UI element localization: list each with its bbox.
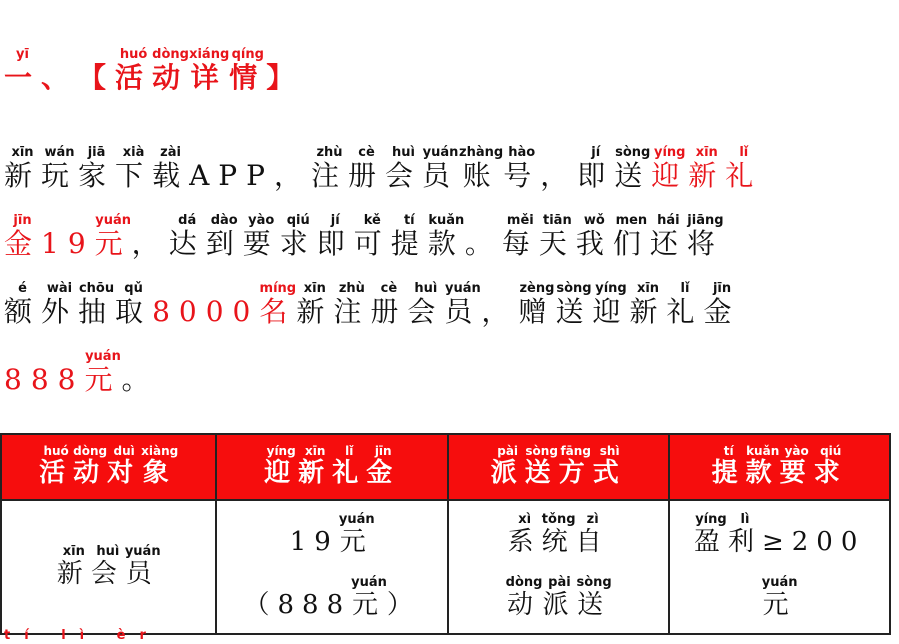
paragraph-line-1 [4, 146, 762, 190]
pinyin [540, 145, 577, 160]
cell-line [243, 576, 420, 621]
annotated-char: 送sòng [576, 575, 612, 620]
pinyin: yuán [422, 145, 460, 160]
pinyin: sòng [524, 443, 559, 458]
pinyin: yuán [338, 512, 375, 527]
pinyin: zhù [333, 281, 371, 296]
annotated-char: 礼lǐ [725, 145, 763, 192]
pinyin: yíng [693, 512, 728, 527]
pinyin: é [4, 281, 42, 296]
pinyin: yuán [351, 575, 387, 590]
pinyin [189, 145, 311, 160]
annotated-char: 每měi [501, 213, 539, 260]
pinyin: dòng [505, 575, 543, 590]
annotated-char: 赠zèng [518, 281, 556, 328]
annotated-char: 新xīn [688, 145, 726, 192]
pinyin: cè [348, 145, 385, 160]
pinyin: qiú [813, 443, 848, 458]
annotated-char: 求qiú [279, 213, 317, 260]
pinyin: yíng [264, 443, 299, 458]
pinyin: yuán [444, 281, 482, 296]
paragraph-line-2 [4, 214, 724, 258]
pinyin: xiàng [141, 443, 179, 458]
annotated-char: 名míng [259, 281, 297, 328]
pinyin [132, 213, 169, 228]
pinyin: jīn [4, 213, 42, 228]
annotated-char: 元yuán [338, 512, 375, 557]
pinyin [387, 575, 421, 590]
annotated-char: 送sòng [614, 145, 652, 192]
pinyin: xīn [56, 543, 91, 559]
cell-line [290, 513, 375, 558]
pinyin: hái [649, 213, 687, 228]
annotated-char: 元yuán [761, 575, 798, 620]
annotated-char: 送sòng [555, 281, 593, 328]
pinyin: hào [503, 145, 541, 160]
paragraph-line-3 [4, 282, 741, 326]
section-heading [4, 48, 303, 92]
pinyin: cè [370, 281, 408, 296]
cell-welcome-bonus [216, 500, 448, 634]
annotated-char: 款kuǎn [427, 213, 465, 260]
annotated-char: 送sòng [524, 443, 559, 488]
pinyin: fāng [558, 443, 593, 458]
pinyin: yuán [124, 543, 161, 559]
pinyin [121, 349, 158, 364]
annotated-char: 式shì [592, 443, 627, 488]
cell-line [762, 576, 798, 621]
annotated-char: 。 [121, 363, 158, 396]
pinyin: měi [501, 213, 539, 228]
pinyin: lǐ [666, 281, 704, 296]
annotated-char: 下xià [115, 145, 153, 192]
annotated-char: 款kuǎn [745, 443, 780, 488]
annotated-char: 家jiā [78, 145, 116, 192]
pinyin: tí [390, 213, 428, 228]
annotated-char: 派pài [542, 575, 577, 620]
pinyin: duì [107, 443, 142, 458]
annotated-char: 统tǒng [541, 512, 576, 557]
annotated-char: ， [132, 227, 169, 260]
pinyin [41, 47, 78, 62]
annotated-char: 一yī [4, 47, 42, 94]
header-delivery-method [448, 434, 669, 500]
cell-line [506, 576, 612, 621]
annotated-char: 金jīn [4, 213, 42, 260]
annotated-char: 元yuán [84, 349, 122, 396]
cell-delivery-method [448, 500, 669, 634]
annotated-char: 还hái [649, 213, 687, 260]
pinyin: yíng [651, 145, 689, 160]
paragraph-line-4 [4, 350, 158, 394]
annotated-char: 们men [612, 213, 650, 260]
pinyin: pài [490, 443, 525, 458]
pinyin: sòng [555, 281, 593, 296]
annotated-char: 账zhàng [459, 145, 504, 192]
annotated-char: 会huì [407, 281, 445, 328]
pinyin: tǒng [541, 512, 576, 527]
cell-lines [218, 513, 446, 621]
cell-withdrawal-requirement [669, 500, 890, 634]
annotated-char: 详xiáng [189, 47, 230, 94]
pinyin: xì [507, 512, 542, 527]
pinyin: tiān [538, 213, 576, 228]
annotated-char: 新xīn [629, 281, 667, 328]
annotated-char: 盈yíng [693, 512, 728, 557]
pinyin: yào [779, 443, 814, 458]
annotated-char: 迎yíng [264, 443, 299, 488]
pinyin: huì [90, 543, 125, 559]
pinyin: chōu [78, 281, 116, 296]
pinyin: xià [115, 145, 153, 160]
annotated-char: 号hào [503, 145, 541, 192]
pinyin: wán [41, 145, 79, 160]
annotated-char: 外wài [41, 281, 79, 328]
pinyin: jiā [78, 145, 116, 160]
annotated-char: 提tí [711, 443, 746, 488]
annotated-char: 元yuán [94, 213, 132, 260]
pinyin: jiāng [686, 213, 724, 228]
pinyin: lǐ [332, 443, 367, 458]
pinyin [243, 575, 351, 590]
annotated-char: 金jīn [703, 281, 741, 328]
pinyin: qiú [279, 213, 317, 228]
pinyin: shì [592, 443, 627, 458]
cell-line [694, 513, 865, 558]
pinyin: dòng [73, 443, 108, 458]
pinyin: sòng [576, 575, 612, 590]
pinyin: yuán [94, 213, 132, 228]
pinyin: lǐ [725, 145, 763, 160]
annotated-char: 额é [4, 281, 42, 328]
pinyin [290, 512, 339, 527]
annotated-char: 可kě [353, 213, 391, 260]
annotated-char: 礼lǐ [332, 443, 367, 488]
header-withdrawal-requirement [669, 434, 890, 500]
annotated-char: 、 [41, 61, 78, 94]
pinyin [762, 512, 865, 527]
pinyin: lì [727, 512, 762, 527]
pinyin: zài [152, 145, 190, 160]
cell-line [57, 545, 161, 590]
pinyin: pài [542, 575, 577, 590]
annotated-char: 动dòng [73, 443, 108, 488]
pinyin: zèng [518, 281, 556, 296]
annotated-char: （888 [243, 590, 351, 620]
cell-line [508, 513, 610, 558]
annotated-char: 抽chōu [78, 281, 116, 328]
annotated-char: 自zì [575, 512, 610, 557]
pinyin [465, 213, 502, 228]
annotated-char: 元yuán [351, 575, 387, 620]
annotated-char: 达dá [168, 213, 206, 260]
pinyin: tí [711, 443, 746, 458]
pinyin: yuán [761, 575, 798, 590]
pinyin: xīn [4, 145, 42, 160]
pinyin [78, 47, 115, 62]
annotated-char: 活huó [115, 47, 153, 94]
table-header-row [1, 434, 890, 500]
pinyin: dá [168, 213, 206, 228]
header-welcome-bonus [216, 434, 448, 500]
annotated-char: 员yuán [422, 145, 460, 192]
annotated-char: 即jí [316, 213, 354, 260]
annotated-char: 利lì [727, 512, 762, 557]
annotated-char: 将jiāng [686, 213, 724, 260]
annotated-char: 。 [465, 227, 502, 260]
cell-lines [3, 545, 214, 590]
annotated-char: 册cè [370, 281, 408, 328]
annotated-char: 注zhù [310, 145, 348, 192]
pinyin: kě [353, 213, 391, 228]
pinyin: yào [242, 213, 280, 228]
annotated-char: 天tiān [538, 213, 576, 260]
annotated-char: 新xīn [56, 543, 91, 589]
pinyin: qíng [229, 47, 267, 62]
annotated-char: 金jīn [366, 443, 401, 488]
pinyin: kuǎn [745, 443, 780, 458]
pinyin: dào [205, 213, 243, 228]
pinyin: zhù [310, 145, 348, 160]
annotated-char: 载zài [152, 145, 190, 192]
pinyin [266, 47, 303, 62]
pinyin: sòng [614, 145, 652, 160]
annotated-char: ≥200 [762, 527, 865, 557]
next-section-pinyin-fragment: tí lì èr [4, 628, 160, 643]
annotated-char: 会huì [385, 145, 423, 192]
pinyin: xīn [298, 443, 333, 458]
annotated-char: 玩wán [41, 145, 79, 192]
annotated-char: 求qiú [813, 443, 848, 488]
annotated-char: 迎yíng [651, 145, 689, 192]
pinyin: xīn [296, 281, 334, 296]
annotated-char: 动dòng [152, 47, 190, 94]
annotated-char: 【 [78, 61, 115, 94]
pinyin: jīn [366, 443, 401, 458]
annotated-char: 8000 [152, 295, 259, 328]
annotated-char: 会huì [90, 543, 125, 589]
annotated-char: ， [481, 295, 518, 328]
pinyin: huó [115, 47, 153, 62]
annotated-char: 要yào [242, 213, 280, 260]
annotated-char: 新xīn [298, 443, 333, 488]
pinyin: wǒ [575, 213, 613, 228]
annotated-char: ， [540, 159, 577, 192]
pinyin: huì [407, 281, 445, 296]
annotated-char: ） [387, 590, 421, 620]
table-row [1, 500, 890, 634]
pinyin: zhàng [459, 145, 504, 160]
pinyin: xiáng [189, 47, 230, 62]
pinyin: huó [39, 443, 74, 458]
annotated-char: 要yào [779, 443, 814, 488]
pinyin: míng [259, 281, 297, 296]
annotated-char: 我wǒ [575, 213, 613, 260]
pinyin: dòng [152, 47, 190, 62]
pinyin: men [612, 213, 650, 228]
pinyin: huì [385, 145, 423, 160]
annotated-char: 注zhù [333, 281, 371, 328]
header-activity-target [1, 434, 216, 500]
annotated-char: 系xì [507, 512, 542, 557]
pinyin: jí [577, 145, 615, 160]
cell-lines [450, 513, 667, 621]
activity-table [0, 433, 891, 635]
annotated-char: 员yuán [444, 281, 482, 328]
pinyin: jīn [703, 281, 741, 296]
annotated-char: 新xīn [296, 281, 334, 328]
annotated-char: 19 [290, 527, 339, 557]
pinyin [481, 281, 518, 296]
pinyin: yuán [84, 349, 122, 364]
pinyin: jí [316, 213, 354, 228]
cell-lines [671, 513, 888, 621]
pinyin: wài [41, 281, 79, 296]
annotated-char: 象xiàng [141, 443, 179, 488]
pinyin [4, 349, 84, 364]
annotated-char: 新xīn [4, 145, 42, 192]
annotated-char: 员yuán [124, 543, 161, 589]
annotated-char: 方fāng [558, 443, 593, 488]
annotated-char: 提tí [390, 213, 428, 260]
annotated-char: 迎yíng [592, 281, 630, 328]
pinyin: zì [575, 512, 610, 527]
cell-activity-target [1, 500, 216, 634]
annotated-char: 对duì [107, 443, 142, 488]
pinyin: xīn [629, 281, 667, 296]
annotated-char: 取qǔ [115, 281, 153, 328]
annotated-char: 礼lǐ [666, 281, 704, 328]
annotated-char: 到dào [205, 213, 243, 260]
pinyin: yī [4, 47, 41, 62]
pinyin: xīn [688, 145, 726, 160]
annotated-char: 情qíng [229, 47, 267, 94]
annotated-char: 即jí [577, 145, 615, 192]
pinyin [152, 281, 259, 296]
annotated-char: 派pài [490, 443, 525, 488]
annotated-char: 888 [4, 363, 84, 396]
pinyin: yíng [592, 281, 630, 296]
annotated-char: APP， [189, 159, 311, 192]
annotated-char: 】 [266, 61, 303, 94]
pinyin: qǔ [115, 281, 153, 296]
annotated-char: 活huó [39, 443, 74, 488]
annotated-char: 动dòng [505, 575, 543, 620]
pinyin [41, 213, 95, 228]
annotated-char: 19 [41, 227, 95, 260]
pinyin: kuǎn [427, 213, 465, 228]
annotated-char: 册cè [348, 145, 386, 192]
